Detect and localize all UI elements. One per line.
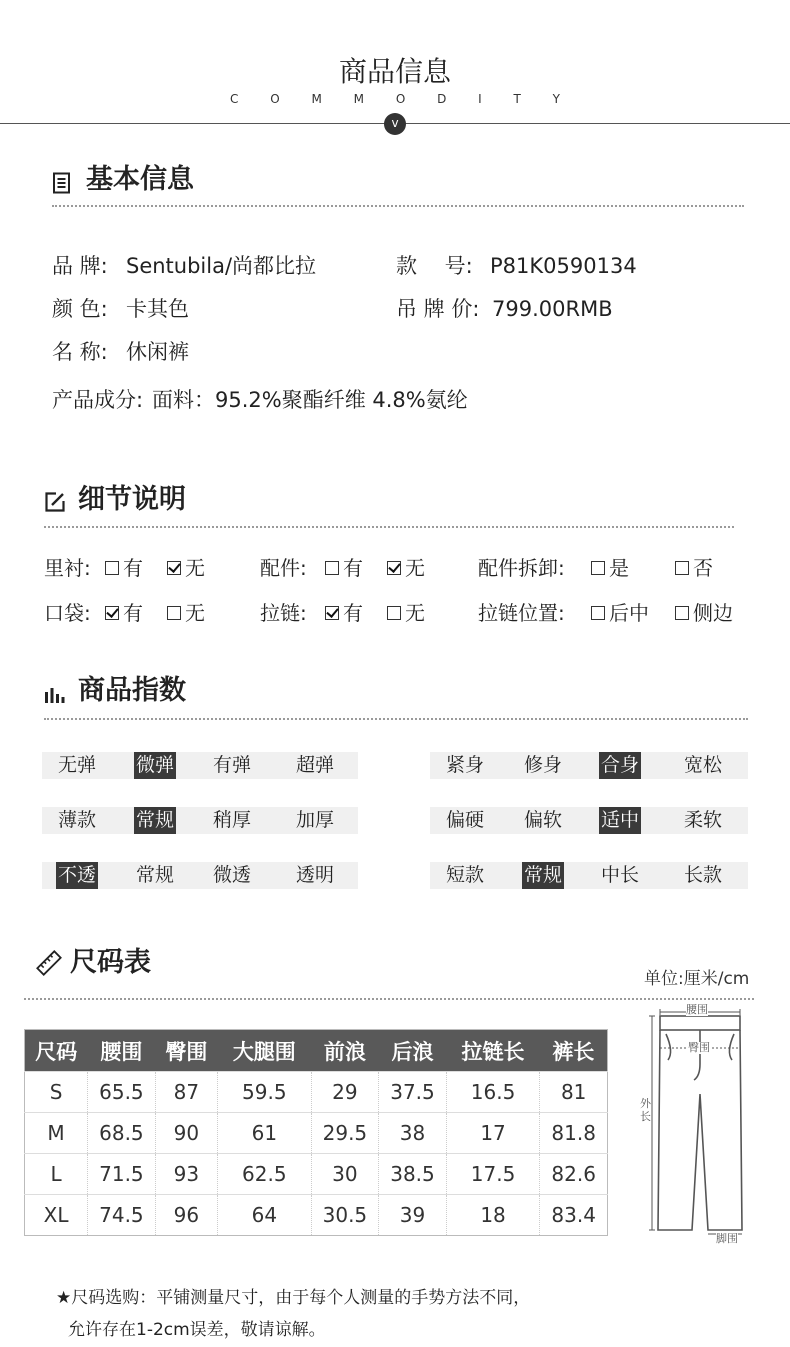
brand-value: Sentubila/尚都比拉 xyxy=(126,254,317,278)
checkbox[interactable] xyxy=(675,561,689,575)
index-option: 薄款 xyxy=(58,809,97,831)
index-row xyxy=(430,752,748,779)
pocket-label: 口袋: xyxy=(44,601,91,625)
table-cell: 81.8 xyxy=(540,1113,608,1154)
table-cell: 59.5 xyxy=(218,1072,312,1113)
table-cell: 30.5 xyxy=(311,1195,379,1236)
table-cell: 82.6 xyxy=(540,1154,608,1195)
checkbox[interactable] xyxy=(325,561,339,575)
index-option: 短款 xyxy=(446,864,485,886)
composition-value: 面料：95.2%聚酯纤维 4.8%氨纶 xyxy=(152,388,468,412)
checkbox[interactable] xyxy=(105,561,119,575)
index-option: 长款 xyxy=(684,864,723,886)
table-cell: S xyxy=(25,1072,88,1113)
option-label: 有 xyxy=(123,556,143,580)
table-cell: 68.5 xyxy=(88,1113,156,1154)
brand-label: 品 牌: xyxy=(52,254,108,278)
checkbox-checked[interactable] xyxy=(105,606,119,620)
table-cell: 17.5 xyxy=(446,1154,540,1195)
zipper-side-option[interactable] xyxy=(675,600,733,626)
index-option: 宽松 xyxy=(684,754,723,776)
section-title-basic: 基本信息 xyxy=(86,164,194,195)
column-header: 前浪 xyxy=(311,1030,379,1072)
lining-no-option[interactable] xyxy=(167,555,205,581)
zipper-back-option[interactable] xyxy=(591,600,649,626)
chevron-down-icon: v xyxy=(384,113,406,135)
hip-label: 臀围 xyxy=(688,1041,710,1054)
option-label: 有 xyxy=(123,601,143,625)
checkbox-checked[interactable] xyxy=(167,561,181,575)
table-header-row xyxy=(25,1030,608,1072)
column-header: 裤长 xyxy=(540,1030,608,1072)
hem-label: 脚围 xyxy=(716,1232,738,1245)
table-cell: 38 xyxy=(379,1113,447,1154)
size-note-line-2: 允许存在1-2cm误差，敬请谅解。 xyxy=(68,1320,326,1340)
section-title-details: 细节说明 xyxy=(78,484,186,515)
table-cell: 18 xyxy=(446,1195,540,1236)
checkbox[interactable] xyxy=(591,561,605,575)
page-subtitle: C O M M O D I T Y xyxy=(230,92,574,106)
price-value: 799.00RMB xyxy=(492,297,613,321)
lining-yes-option[interactable] xyxy=(105,555,143,581)
option-label: 无 xyxy=(185,601,205,625)
index-row xyxy=(42,807,358,834)
section-title-size: 尺码表 xyxy=(70,947,151,978)
size-table xyxy=(24,1029,608,1236)
option-label: 是 xyxy=(609,556,629,580)
index-row xyxy=(430,807,748,834)
table-cell: 30 xyxy=(311,1154,379,1195)
table-cell: 65.5 xyxy=(88,1072,156,1113)
table-cell: 29.5 xyxy=(311,1113,379,1154)
table-cell: 17 xyxy=(446,1113,540,1154)
table-cell: 38.5 xyxy=(379,1154,447,1195)
index-option: 修身 xyxy=(524,754,563,776)
index-option-selected: 不透 xyxy=(56,862,98,889)
document-icon xyxy=(52,172,72,198)
detachable-label: 配件拆卸: xyxy=(478,556,565,580)
unit-label: 单位:厘米/cm xyxy=(644,969,750,989)
table-cell: 71.5 xyxy=(88,1154,156,1195)
color-value: 卡其色 xyxy=(126,297,189,321)
table-cell: 81 xyxy=(540,1072,608,1113)
option-label: 侧边 xyxy=(693,601,733,625)
column-header: 尺码 xyxy=(25,1030,88,1072)
table-cell: 39 xyxy=(379,1195,447,1236)
name-label: 名 称: xyxy=(52,340,108,364)
column-header: 大腿围 xyxy=(218,1030,312,1072)
index-option: 中长 xyxy=(601,864,640,886)
checkbox-checked[interactable] xyxy=(325,606,339,620)
ruler-icon xyxy=(36,950,62,980)
outseam-label-2: 长 xyxy=(640,1110,651,1123)
index-option: 透明 xyxy=(296,864,335,886)
index-option: 偏硬 xyxy=(446,809,485,831)
size-note-line-1: ★尺码选购：平铺测量尺寸，由于每个人测量的手势方法不同， xyxy=(56,1288,531,1308)
name-value: 休闲裤 xyxy=(126,340,189,364)
pocket-yes-option[interactable] xyxy=(105,600,143,626)
index-option: 常规 xyxy=(136,864,175,886)
section-divider xyxy=(52,205,744,207)
zipper-position-label: 拉链位置: xyxy=(478,601,565,625)
index-option: 无弹 xyxy=(58,754,97,776)
table-cell: 90 xyxy=(155,1113,217,1154)
index-row xyxy=(430,862,748,889)
index-option: 超弹 xyxy=(296,754,335,776)
table-cell: 64 xyxy=(218,1195,312,1236)
detachable-no-option[interactable] xyxy=(675,555,713,581)
option-label: 有 xyxy=(343,556,363,580)
accessory-label: 配件: xyxy=(260,556,307,580)
checkbox[interactable] xyxy=(591,606,605,620)
column-header: 臀围 xyxy=(155,1030,217,1072)
index-option: 有弹 xyxy=(213,754,252,776)
index-option: 偏软 xyxy=(524,809,563,831)
table-cell: 16.5 xyxy=(446,1072,540,1113)
table-cell: 37.5 xyxy=(379,1072,447,1113)
lining-label: 里衬: xyxy=(44,556,91,580)
option-label: 无 xyxy=(185,556,205,580)
checkbox[interactable] xyxy=(675,606,689,620)
option-label: 有 xyxy=(343,601,363,625)
zipper-no-option[interactable] xyxy=(387,600,425,626)
table-cell: 83.4 xyxy=(540,1195,608,1236)
detachable-yes-option[interactable] xyxy=(591,555,629,581)
option-label: 无 xyxy=(405,556,425,580)
style-value: P81K0590134 xyxy=(490,254,637,278)
table-cell: L xyxy=(25,1154,88,1195)
column-header: 拉链长 xyxy=(446,1030,540,1072)
section-title-index: 商品指数 xyxy=(78,675,186,706)
accessory-yes-option[interactable] xyxy=(325,555,363,581)
index-option: 紧身 xyxy=(446,754,485,776)
bar-chart-icon xyxy=(44,684,66,708)
index-option-selected: 适中 xyxy=(599,807,641,834)
table-cell: XL xyxy=(25,1195,88,1236)
table-row xyxy=(25,1195,608,1236)
table-row xyxy=(25,1113,608,1154)
table-cell: 96 xyxy=(155,1195,217,1236)
index-option: 微透 xyxy=(213,864,252,886)
index-option: 柔软 xyxy=(684,809,723,831)
table-cell: 62.5 xyxy=(218,1154,312,1195)
price-label: 吊 牌 价: xyxy=(396,297,480,321)
option-label: 后中 xyxy=(609,601,649,625)
checkbox-checked[interactable] xyxy=(387,561,401,575)
edit-icon xyxy=(44,491,66,517)
index-row xyxy=(42,862,358,889)
section-divider xyxy=(24,998,754,1000)
index-row xyxy=(42,752,358,779)
accessory-no-option[interactable] xyxy=(387,555,425,581)
index-option-selected: 常规 xyxy=(134,807,176,834)
zipper-label: 拉链: xyxy=(260,601,307,625)
table-cell: 93 xyxy=(155,1154,217,1195)
table-row xyxy=(25,1072,608,1113)
page-title: 商品信息 xyxy=(338,55,451,88)
option-label: 无 xyxy=(405,601,425,625)
index-option-selected: 常规 xyxy=(522,862,564,889)
waist-label: 腰围 xyxy=(686,1003,708,1016)
column-header: 后浪 xyxy=(379,1030,447,1072)
section-divider xyxy=(44,526,734,528)
composition-label: 产品成分: xyxy=(52,388,144,412)
index-option-selected: 合身 xyxy=(599,752,641,779)
outseam-label-1: 外 xyxy=(640,1097,651,1110)
zipper-yes-option[interactable] xyxy=(325,600,363,626)
table-cell: 29 xyxy=(311,1072,379,1113)
pants-diagram xyxy=(636,1004,766,1248)
pocket-no-option[interactable] xyxy=(167,600,205,626)
checkbox[interactable] xyxy=(387,606,401,620)
table-cell: 87 xyxy=(155,1072,217,1113)
index-option: 加厚 xyxy=(296,809,335,831)
table-cell: M xyxy=(25,1113,88,1154)
option-label: 否 xyxy=(693,556,713,580)
column-header: 腰围 xyxy=(88,1030,156,1072)
style-label: 款 号: xyxy=(396,254,473,278)
table-row xyxy=(25,1154,608,1195)
index-option: 稍厚 xyxy=(213,809,252,831)
checkbox[interactable] xyxy=(167,606,181,620)
index-option-selected: 微弹 xyxy=(134,752,176,779)
table-cell: 74.5 xyxy=(88,1195,156,1236)
table-cell: 61 xyxy=(218,1113,312,1154)
section-divider xyxy=(44,718,748,720)
color-label: 颜 色: xyxy=(52,297,108,321)
